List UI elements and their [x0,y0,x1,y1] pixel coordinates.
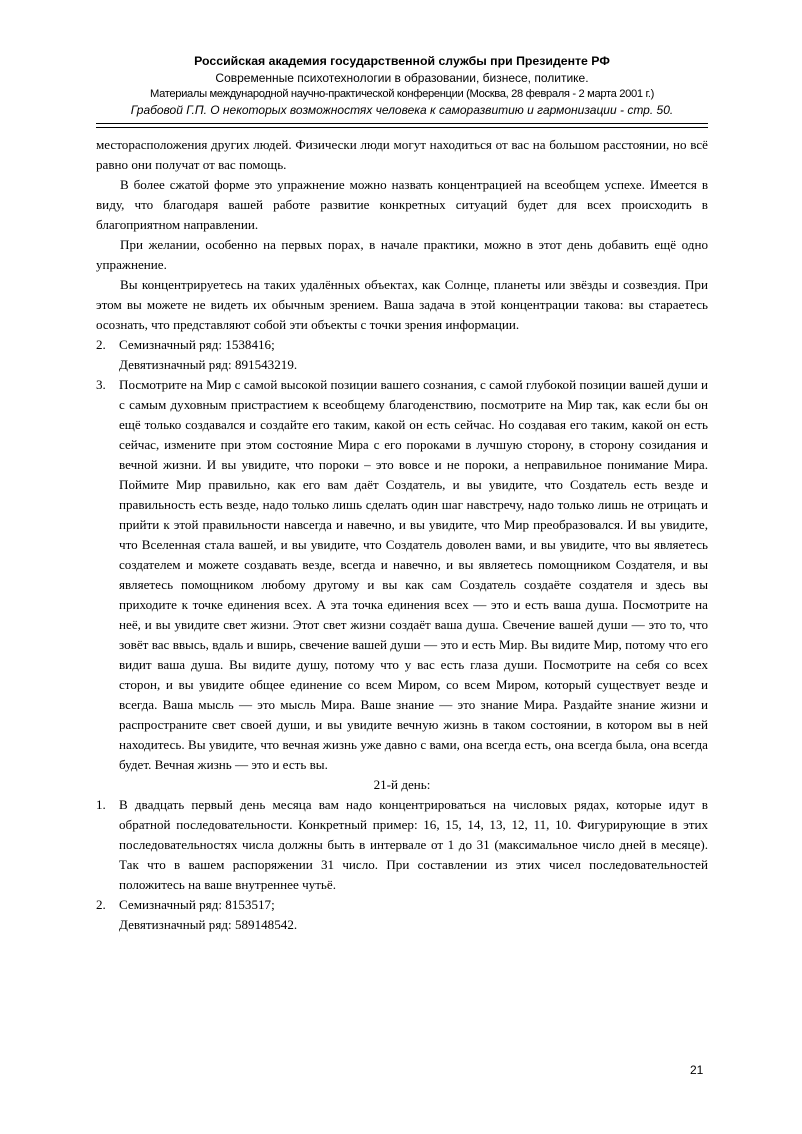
list-item-number: 3. [96,377,106,392]
list-item-number: 2. [96,897,106,912]
page-number: 21 [690,1063,704,1077]
paragraph: При желании, особенно на первых порах, в начале практики, можно в этот день добавить ещё одно упражнение. [96,237,708,272]
list-item [96,375,708,775]
number-series-seven: Семизначный ряд: 1538416; [119,337,275,352]
list-item [96,895,708,935]
list-item [96,795,708,895]
paragraph: В более сжатой форме это упражнение можно назвать концентрацией на всеобщем успехе. Имеется в виду, что благодаря вашей работе развитие конкретных ситуаций будет для всех происходить в благоприятном направлении. [96,177,708,232]
number-series-seven: Семизначный ряд: 8153517; [119,897,275,912]
header-rule-top [96,123,708,124]
header-proceedings: Материалы международной научно-практической конференции (Москва, 28 февраля - 2 марта 2001 г.) [150,88,654,100]
paragraph-continuation: месторасположения других людей. Физически люди могут находиться от вас на большом расстоянии, но всё равно они получат от вас помощь. [96,137,708,172]
list-item [96,335,708,375]
number-series-nine: Девятизначный ряд: 891543219. [119,357,298,372]
header-conference-topic: Современные психотехнологии в образовании, бизнесе, политике. [215,71,589,85]
list-item-text: Посмотрите на Мир с самой высокой позиции вашего сознания, с самой глубокой позиции вашей души и с самым духовным пристрастием к всеобщему благоденствию, посмотрите на Мир так, как если бы он ещё только создавался и создайте его таким, какой он есть сейчас. Но создавая его таким, какой он есть сейчас, измените при этом состояние Мира с его пороками в лучшую сторону, в сторону созидания и вечной жизни. И вы увидите, что пороки – это вовсе и не пороки, а неправильное понимание Мира. Поймите Мир правильно, как его вам даёт Создатель, и вы увидите, что Создатель есть везде и правильность есть везде, надо только лишь сделать один шаг навстречу, надо только лишь не отрицать и прийти к этой правильности навсегда и навечно, и вы увидите, что Мир преобразовался. И вы увидите, что Вселенная стала вашей, и вы увидите, что Создатель доволен вами, и вы увидите, что вы являетесь создателем и можете создавать везде, всегда и навечно, и вы являетесь помощником Создателя, и вы являетесь помощником любому другому и вы как сам Создатель создаёте создателя и здесь вы приходите к точке единения всех. А эта точка единения всех — это и есть ваша душа. Посмотрите на неё, и вы увидите свет жизни. Этот свет жизни создаёт ваша душа. Свечение вашей души — это то, что зовёт вас ввысь, вдаль и вширь, свечение вашей души — это и есть Мир. Вы видите Мир, потому что его видит ваша душа. Вы видите душу, потому что у вас есть глаза души. Посмотрите на себя со всех сторон, и вы увидите общее единение со всем Миром, со всем Миром, который существует везде и всегда. Ваша мысль — это мысль Мира. Ваше знание — это знание Мира. Раздайте знание жизни и распространите свет своей души, и вы увидите вечную жизнь в таком состоянии, в котором вы в ней находитесь. Вы увидите, что вечная жизнь уже давно с вами, она всегда есть, она всегда была, она всегда будет. Вечная жизнь — это и есть вы. [119,377,708,772]
header-institution: Российская академия государственной службы при Президенте РФ [194,54,610,68]
header-citation: Грабовой Г.П. О некоторых возможностях человека к саморазвитию и гармонизации - стр. 50. [130,103,674,117]
exercise-list [96,335,708,775]
exercise-list [96,795,708,935]
document-header [96,52,708,119]
paragraph: Вы концентрируетесь на таких удалённых объектах, как Солнце, планеты или звёзды и созвездия. При этом вы можете не видеть их обычным зрением. Ваша задача в этой концентрации такова: вы стараетесь осознать, что представляют собой эти объекты с точки зрения информации. [96,277,708,332]
list-item-number: 2. [96,337,106,352]
list-item-number: 1. [96,797,106,812]
day-heading: 21-й день: [373,777,431,792]
number-series-nine: Девятизначный ряд: 589148542. [119,917,298,932]
page-body [96,135,708,935]
list-item-text: В двадцать первый день месяца вам надо концентрироваться на числовых рядах, которые идут в обратной последовательности. Конкретный пример: 16, 15, 14, 13, 12, 11, 10. Фигурирующие в этих последовательностях числа должны быть в интервале от 1 до 31 (максимальное число дней в месяце). Так что в вашем распоряжении 31 число. При составлении из этих чисел последовательностей положитесь на ваше внутреннее чутьё. [119,797,708,892]
header-rule-bottom [96,127,708,128]
